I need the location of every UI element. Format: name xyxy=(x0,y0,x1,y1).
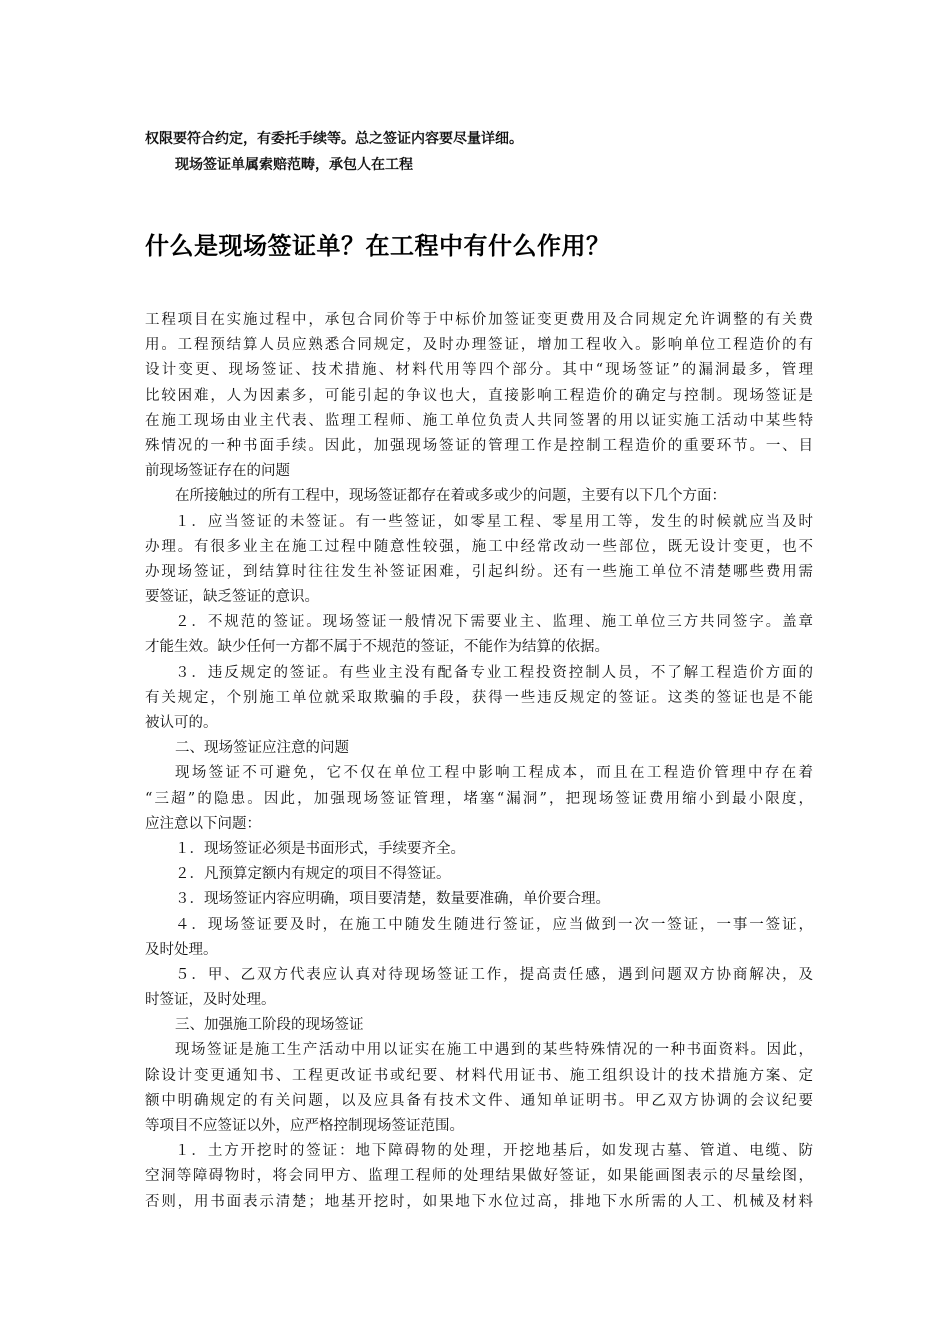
body-line: 二、现场签证应注意的问题 xyxy=(175,740,349,757)
body-line: “三超”的隐患。因此，加强现场签证管理，堵塞“漏洞”，把现场签证费用缩小到最小限度， xyxy=(145,790,813,807)
body-line: 办现场签证，到结算时往往发生补签证困难，引起纠纷。还有一些施工单位不清楚哪些费用需 xyxy=(145,563,813,580)
top-line-2: 现场签证单属索赔范畴，承包人在工程 xyxy=(175,157,413,173)
body-line: 殊情况的一种书面手续。因此，加强现场签证的管理工作是控制工程造价的重要环节。一、目 xyxy=(145,437,813,454)
body-line: 被认可的。 xyxy=(145,715,218,731)
body-line: 时签证，及时处理。 xyxy=(145,992,276,1009)
body-line: 在施工现场由业主代表、监理工程师、施工单位负责人共同签署的用以证实施工活动中某些特 xyxy=(145,412,813,429)
body-line: 及时处理。 xyxy=(145,941,218,958)
body-line: 前现场签证存在的问题 xyxy=(145,463,290,480)
top-line-1: 权限要符合约定，有委托手续等。总之签证内容要尽量详细。 xyxy=(145,131,523,147)
body-line: 三、加强施工阶段的现场签证 xyxy=(175,1017,364,1034)
body-line: 设计变更、现场签证、技术措施、材料代用等四个部分。其中“现场签证”的漏洞最多，管理 xyxy=(145,362,813,379)
body-line: 空洞等障碍物时，将会同甲方、监理工程师的处理结果做好签证，如果能画图表示的尽量绘图， xyxy=(145,1168,813,1185)
body-line: ３．违反规定的签证。有些业主没有配备专业工程投资控制人员，不了解工程造价方面的 xyxy=(175,664,813,681)
body-line: ５．甲、乙双方代表应认真对待现场签证工作，提高责任感，遇到问题双方协商解决，及 xyxy=(175,966,813,983)
body-line: 额中明确规定的有关问题，以及应具备有技术文件、通知单证明书。甲乙双方协调的会议纪要 xyxy=(145,1092,813,1109)
body-line: 办理。有很多业主在施工过程中随意性较强，施工中经常改动一些部位，既无设计变更，也不 xyxy=(145,538,813,555)
body-line: 现场签证是施工生产活动中用以证实在施工中遇到的某些特殊情况的一种书面资料。因此， xyxy=(175,1042,813,1059)
body-line: ３．现场签证内容应明确，项目要清楚，数量要准确，单价要合理。 xyxy=(175,891,610,908)
body-line: 应注意以下问题： xyxy=(145,815,261,832)
body-line: 等项目不应签证以外，应严格控制现场签证范围。 xyxy=(145,1118,464,1134)
page-title: 什么是现场签证单？在工程中有什么作用？ xyxy=(145,232,611,260)
body-line: 否则，用书面表示清楚；地基开挖时，如果地下水位过高，排地下水所需的人工、机械及材料 xyxy=(145,1193,813,1210)
body-line: 有关规定，个别施工单位就采取欺骗的手段，获得一些违反规定的签证。这类的签证也是不能 xyxy=(145,689,813,706)
body-line: １．现场签证必须是书面形式，手续要齐全。 xyxy=(175,840,465,857)
body-line: 要签证，缺乏签证的意识。 xyxy=(145,589,319,606)
body-text xyxy=(145,308,813,1215)
body-line: 现场签证不可避免，它不仅在单位工程中影响工程成本，而且在工程造价管理中存在着 xyxy=(175,765,813,782)
body-line: １．应当签证的未签证。有一些签证，如零星工程、零星用工等，发生的时候就应当及时 xyxy=(175,513,813,530)
body-line: 除设计变更通知书、工程更改证书或纪要、材料代用证书、施工组织设计的技术措施方案、定 xyxy=(145,1067,813,1084)
body-line: ２．不规范的签证。现场签证一般情况下需要业主、监理、施工单位三方共同签字。盖章 xyxy=(175,614,813,631)
body-line: 用。工程预结算人员应熟悉合同规定，及时办理签证，增加工程收入。影响单位工程造价的有 xyxy=(145,337,813,354)
body-line: 才能生效。缺少任何一方都不属于不规范的签证，不能作为结算的依据。 xyxy=(145,639,609,656)
body-line: 比较困难，人为因素多，可能引起的争议也大，直接影响工程造价的确定与控制。现场签证是 xyxy=(145,387,813,404)
body-line: 在所接触过的所有工程中，现场签证都存在着或多或少的问题，主要有以下几个方面： xyxy=(175,488,726,505)
body-line: ４．现场签证要及时，在施工中随发生随进行签证，应当做到一次一签证，一事一签证， xyxy=(175,916,813,933)
body-line: １．土方开挖时的签证：地下障碍物的处理，开挖地基后，如发现古墓、管道、电缆、防 xyxy=(175,1143,813,1160)
body-line: ２．凡预算定额内有规定的项目不得签证。 xyxy=(175,866,451,883)
body-line: 工程项目在实施过程中，承包合同价等于中标价加签证变更费用及合同规定允许调整的有关费 xyxy=(145,312,813,328)
